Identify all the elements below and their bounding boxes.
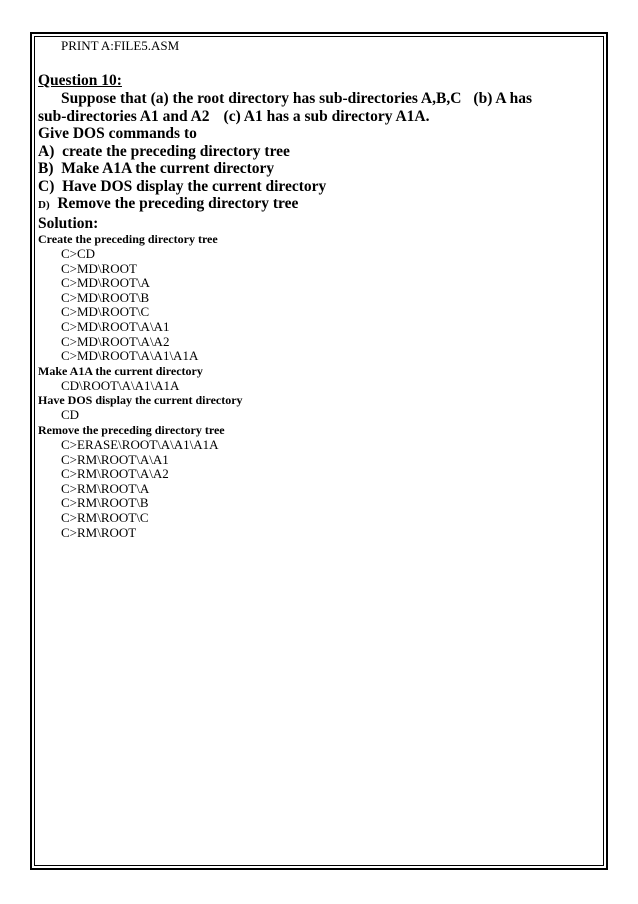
task-c: C) Have DOS display the current directory [38, 177, 327, 195]
task-d: D) Remove the preceding directory tree [38, 195, 299, 212]
command-line: C>MD\ROOT\B [61, 289, 150, 305]
command-line: C>CD [61, 246, 96, 261]
command-line: C>RM\ROOT [61, 524, 137, 540]
command-line: C>RM\ROOT\A [61, 480, 150, 496]
command-line: C>MD\ROOT\A [61, 275, 150, 291]
command-line: C>MD\ROOT\A\A1 [61, 318, 170, 334]
command-line: C>MD\ROOT [61, 260, 137, 276]
section-heading-remove: Remove the preceding directory tree [38, 422, 225, 437]
question-line-1: Suppose that (a) the root directory has sub-directories A,B,C (b) A has [61, 90, 533, 107]
header-line: PRINT A:FILE5.ASM [61, 38, 180, 53]
solution-title: Solution: [38, 214, 99, 232]
command-line: C>RM\ROOT\A\A1 [61, 451, 169, 467]
command-line: C>RM\ROOT\B [61, 495, 149, 511]
task-a: A) create the preceding directory tree [38, 142, 290, 160]
document-body [38, 72, 598, 540]
command-line: C>MD\ROOT\C [61, 304, 150, 320]
command-line: C>ERASE\ROOT\A\A1\A1A [61, 436, 219, 452]
command-line: C>MD\ROOT\A\A1\A1A [61, 348, 199, 364]
question-title: Question 10: [38, 72, 122, 89]
question-intro: Give DOS commands to [38, 125, 197, 142]
section-heading-display: Have DOS display the current directory [38, 393, 243, 408]
command-line: CD [61, 407, 80, 423]
command-line: C>RM\ROOT\A\A2 [61, 466, 169, 482]
question-line-2: sub-directories A1 and A2 (c) A1 has a sub directory A1A. [38, 107, 430, 125]
command-line: CD\ROOT\A\A1\A1A [61, 377, 180, 393]
section-heading-create: Create the preceding directory tree [38, 232, 218, 246]
command-line: C>MD\ROOT\A\A2 [61, 333, 170, 349]
task-b: B) Make A1A the current directory [38, 160, 275, 177]
section-heading-make-current: Make A1A the current directory [38, 363, 203, 378]
command-line: C>RM\ROOT\C [61, 509, 149, 525]
